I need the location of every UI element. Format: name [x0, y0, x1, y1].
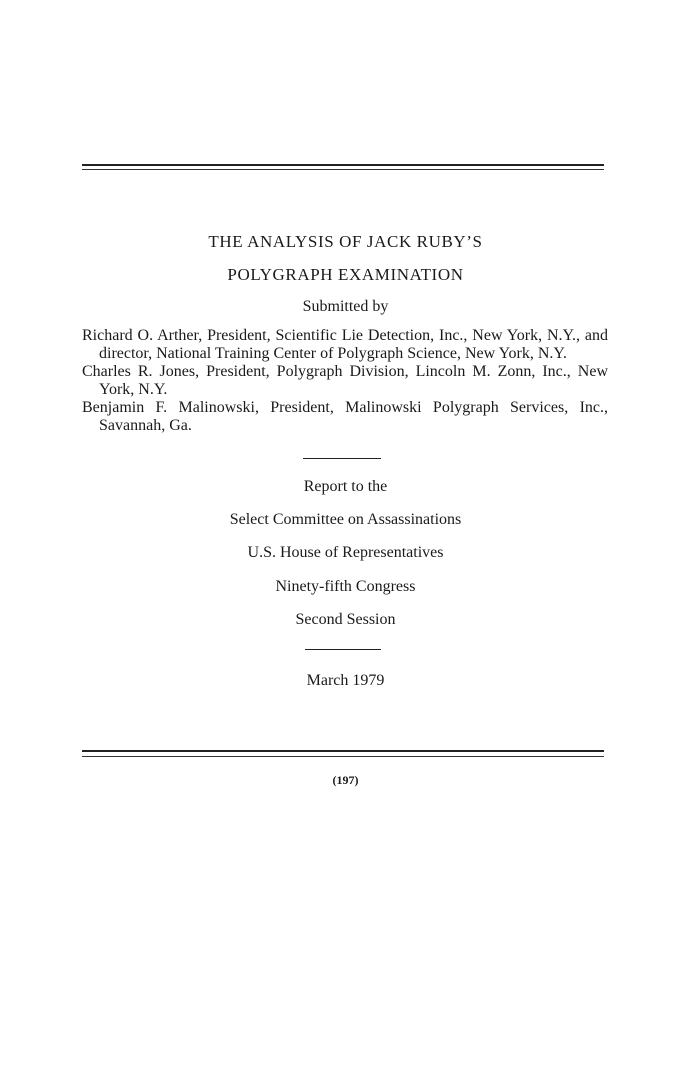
authors-list — [82, 327, 608, 435]
separator-rule — [303, 458, 381, 459]
house-name: U.S. House of Representatives — [247, 544, 444, 561]
author-entry: Charles R. Jones, President, Polygraph Division, Lincoln M. Zonn, Inc., New York, N.Y. — [82, 363, 608, 398]
title-line-2: POLYGRAPH EXAMINATION — [227, 265, 464, 284]
top-rule-thin — [82, 169, 604, 170]
congress-name: Ninety-fifth Congress — [275, 578, 416, 595]
bottom-rule — [82, 750, 604, 752]
separator-rule — [305, 649, 381, 650]
top-rule — [82, 164, 604, 166]
author-entry: Benjamin F. Malinowski, President, Malinowski Polygraph Services, Inc., Savannah, Ga. — [82, 399, 608, 434]
session-name: Second Session — [295, 611, 396, 628]
committee-name: Select Committee on Assassinations — [229, 511, 462, 528]
page-number: (197) — [332, 773, 359, 787]
submitted-by-label: Submitted by — [302, 298, 389, 315]
bottom-rule-thin — [82, 756, 604, 757]
report-date: March 1979 — [306, 672, 385, 689]
title-line-1: THE ANALYSIS OF JACK RUBY’S — [208, 232, 483, 251]
author-entry: Richard O. Arther, President, Scientific Lie Detection, Inc., New York, N.Y., and director, National Training Center of Polygraph Science, New York, N.Y. — [82, 327, 608, 362]
report-to-label: Report to the — [303, 478, 388, 495]
